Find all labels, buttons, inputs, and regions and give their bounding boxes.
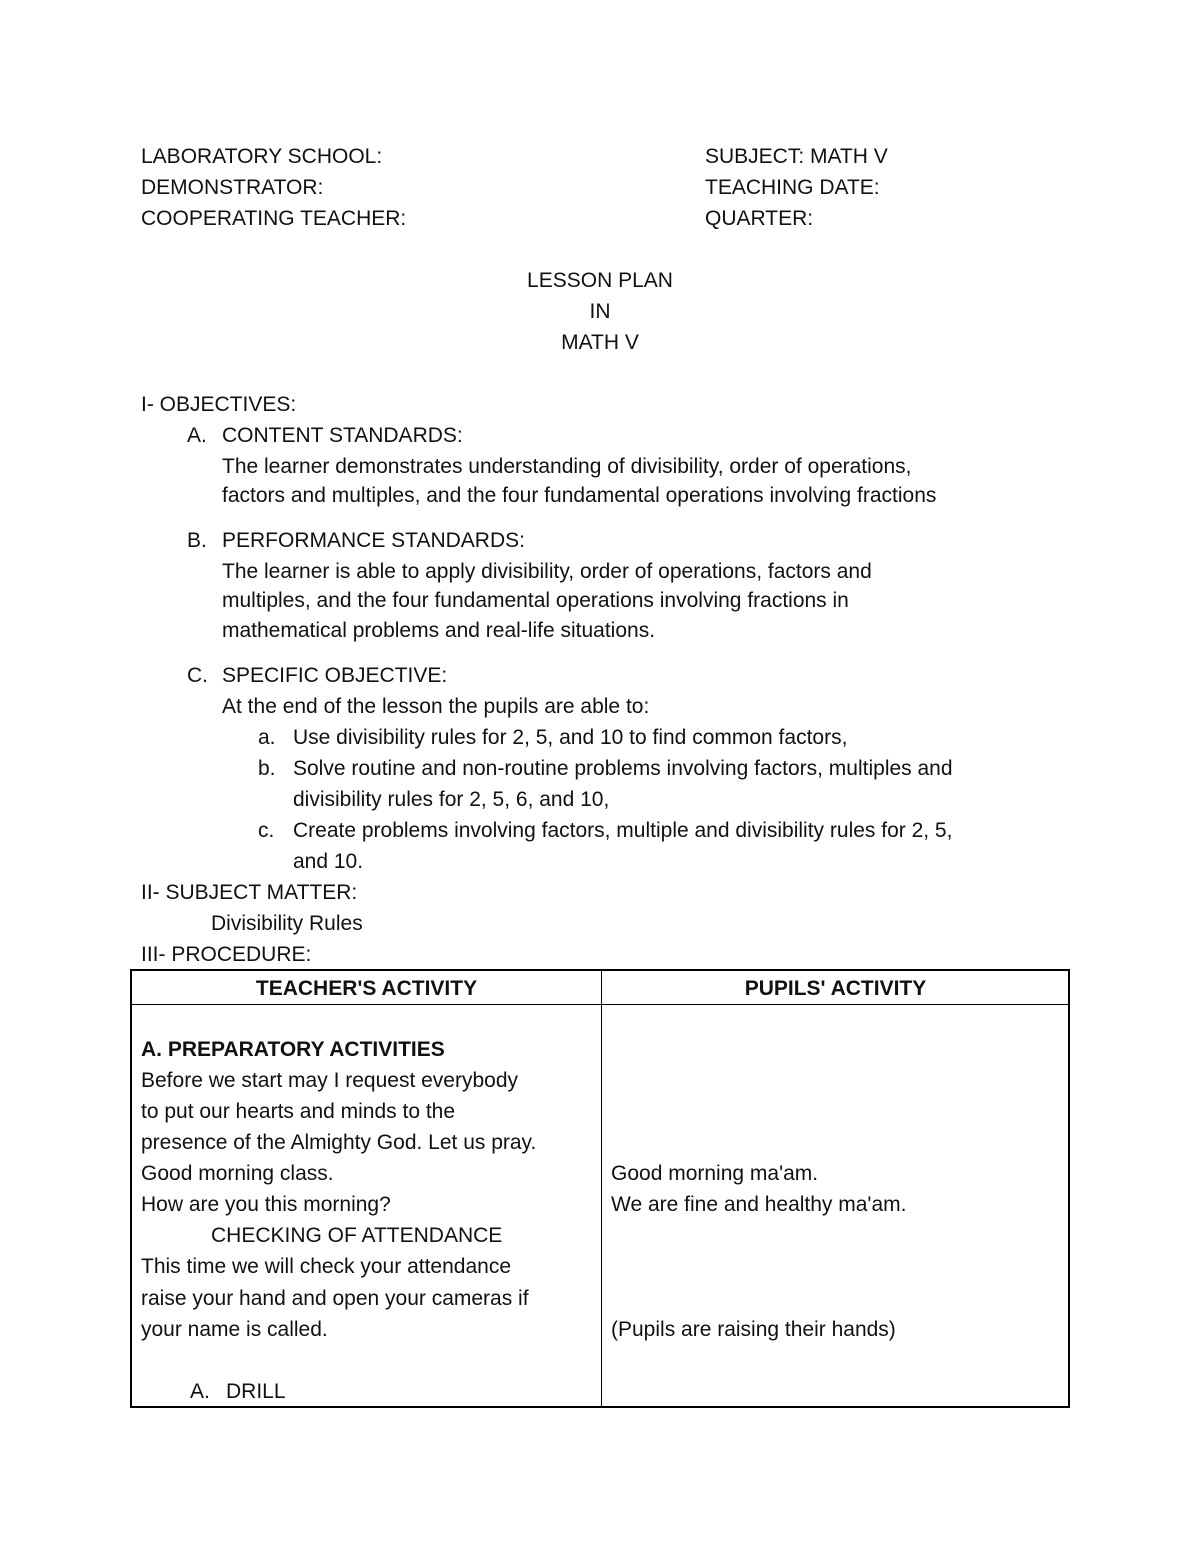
header-laboratory-school: LABORATORY SCHOOL:	[141, 145, 383, 168]
specific-objective-intro: At the end of the lesson the pupils are able to:	[222, 695, 650, 718]
objective-item-marker: c.	[258, 819, 275, 842]
header-demonstrator: DEMONSTRATOR:	[141, 176, 324, 199]
teacher-line: How are you this morning?	[141, 1193, 391, 1216]
attendance-heading: CHECKING OF ATTENDANCE	[211, 1224, 503, 1247]
drill-marker: A.	[190, 1380, 210, 1403]
header-cooperating-teacher: COOPERATING TEACHER:	[141, 207, 407, 230]
performance-standards-line: multiples, and the four fundamental operations involving fractions in	[222, 589, 849, 612]
title-line-1: LESSON PLAN	[527, 269, 673, 292]
column-header-teacher: TEACHER'S ACTIVITY	[255, 977, 478, 1000]
column-header-pupils: PUPILS' ACTIVITY	[744, 977, 927, 1000]
performance-marker: B.	[187, 529, 207, 552]
pupil-line: (Pupils are raising their hands)	[611, 1318, 896, 1341]
objectives-heading: I- OBJECTIVES:	[141, 393, 297, 416]
teacher-line: Before we start may I request everybody	[141, 1069, 519, 1092]
performance-standards-heading: PERFORMANCE STANDARDS:	[222, 529, 525, 552]
content-standards-line: factors and multiples, and the four fundamental operations involving fractions	[222, 484, 937, 507]
objective-item-marker: b.	[258, 757, 276, 780]
objective-item-text: divisibility rules for 2, 5, 6, and 10,	[293, 788, 610, 811]
teacher-line: presence of the Almighty God. Let us pray.	[141, 1131, 537, 1154]
procedure-heading: III- PROCEDURE:	[141, 943, 312, 966]
objective-item-text: Solve routine and non-routine problems involving factors, multiples and	[293, 757, 953, 780]
table-column-divider	[601, 971, 602, 1406]
specific-objective-heading: SPECIFIC OBJECTIVE:	[222, 664, 448, 687]
pupil-line: We are fine and healthy ma'am.	[611, 1193, 907, 1216]
teacher-line: Good morning class.	[141, 1162, 334, 1185]
objective-item-text: Create problems involving factors, multiple and divisibility rules for 2, 5,	[293, 819, 953, 842]
performance-standards-line: mathematical problems and real-life situations.	[222, 619, 656, 642]
specific-marker: C.	[187, 664, 208, 687]
pupil-line: Good morning ma'am.	[611, 1162, 819, 1185]
performance-standards-line: The learner is able to apply divisibility, order of operations, factors and	[222, 560, 872, 583]
objective-item-text: and 10.	[293, 850, 364, 873]
objective-item-marker: a.	[258, 726, 276, 749]
teacher-line: to put our hearts and minds to the	[141, 1100, 456, 1123]
content-standards-heading: CONTENT STANDARDS:	[222, 424, 463, 447]
objective-item-text: Use divisibility rules for 2, 5, and 10 to find common factors,	[293, 726, 848, 749]
content-standards-line: The learner demonstrates understanding of divisibility, order of operations,	[222, 455, 912, 478]
drill-label: DRILL	[226, 1380, 286, 1403]
teacher-line: This time we will check your attendance	[141, 1255, 511, 1278]
header-subject: SUBJECT: MATH V	[705, 145, 888, 168]
teacher-line: raise your hand and open your cameras if	[141, 1287, 529, 1310]
teacher-line: your name is called.	[141, 1318, 328, 1341]
table-header-divider	[132, 1004, 1068, 1005]
header-teaching-date: TEACHING DATE:	[705, 176, 880, 199]
header-quarter: QUARTER:	[705, 207, 814, 230]
title-line-3: MATH V	[561, 331, 639, 354]
preparatory-activities-heading: A. PREPARATORY ACTIVITIES	[141, 1038, 445, 1061]
content-marker: A.	[187, 424, 207, 447]
subject-matter-value: Divisibility Rules	[211, 912, 363, 935]
procedure-table	[130, 969, 1070, 1408]
title-line-2: IN	[589, 300, 611, 323]
subject-matter-heading: II- SUBJECT MATTER:	[141, 881, 358, 904]
